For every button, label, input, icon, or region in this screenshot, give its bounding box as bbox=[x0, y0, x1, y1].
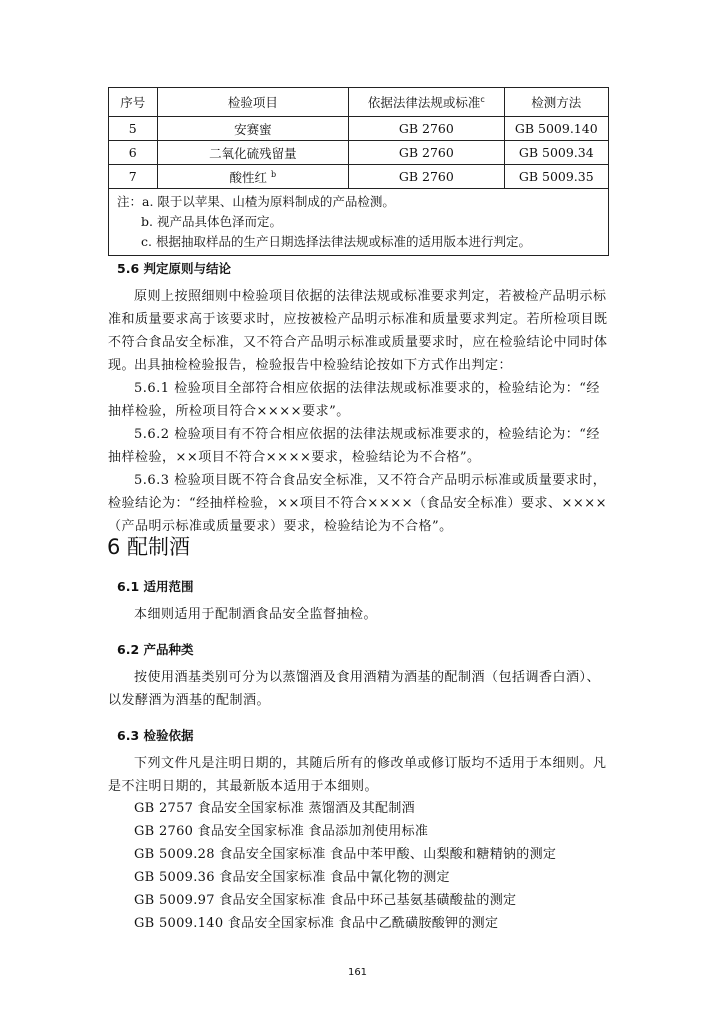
chapter-title: 6 配制酒 bbox=[107, 535, 191, 559]
page-number: 161 bbox=[347, 967, 368, 978]
section-heading-6-2: 6.2 产品种类 bbox=[117, 642, 194, 657]
cell-method: GB 5009.140 bbox=[504, 117, 608, 141]
cell-no: 5 bbox=[109, 117, 158, 141]
cell-standard: GB 2760 bbox=[349, 165, 504, 189]
header-method: 检测方法 bbox=[504, 88, 608, 117]
header-item: 检验项目 bbox=[157, 88, 349, 117]
cell-item: 二氧化硫残留量 bbox=[157, 141, 349, 165]
section-heading-5-6: 5.6 判定原则与结论 bbox=[117, 261, 231, 276]
reference-item: GB 5009.36 食品安全国家标准 食品中氰化物的测定 bbox=[134, 870, 450, 885]
header-no: 序号 bbox=[109, 88, 158, 117]
table-notes bbox=[109, 189, 609, 256]
reference-item: GB 5009.140 食品安全国家标准 食品中乙酰磺胺酸钾的测定 bbox=[134, 916, 499, 931]
inspection-table bbox=[108, 87, 609, 256]
reference-item: GB 5009.97 食品安全国家标准 食品中环己基氨基磺酸盐的测定 bbox=[134, 893, 517, 908]
paragraph-report: 出具抽检检验报告，检验报告中检验结论按如下方式作出判定： bbox=[134, 358, 513, 373]
cell-no: 7 bbox=[109, 165, 158, 189]
table-row bbox=[109, 165, 609, 189]
paragraph-scope: 本细则适用于配制酒食品安全监督抽检。 bbox=[134, 607, 378, 622]
reference-item: GB 2760 食品安全国家标准 食品添加剂使用标准 bbox=[134, 824, 429, 839]
header-standard: 依据法律法规或标准$^c$ bbox=[349, 88, 504, 117]
paragraph-principle: 原则上按照细则中检验项目依据的法律法规或标准要求判定，若被检产品明示标准和质量要求高于该要求时，应按被检产品明示标准和质量要求判定。若所检项目既不符合食品安全标准，又不符合产品明示标准或质量要求时，应在检验结论中同时体现。 bbox=[108, 289, 608, 373]
paragraph-types: 按使用酒基类别可分为以蒸馏酒及食用酒精为酒基的配制酒（包括调香白酒）、以发酵酒为酒基的配制酒。 bbox=[108, 670, 601, 708]
cell-method: GB 5009.35 bbox=[504, 165, 608, 189]
section-heading-6-1: 6.1 适用范围 bbox=[117, 579, 194, 594]
cell-item: 酸性红 $^b$ bbox=[157, 165, 349, 189]
reference-item: GB 2757 食品安全国家标准 蒸馏酒及其配制酒 bbox=[134, 801, 415, 816]
cell-standard: GB 2760 bbox=[349, 141, 504, 165]
cell-no: 6 bbox=[109, 141, 158, 165]
paragraph-5-6-1: 5.6.1 检验项目全部符合相应依据的法律法规或标准要求的，检验结论为：“经抽样检验，所检项目符合××××要求”。 bbox=[108, 381, 600, 419]
paragraph-basis: 下列文件凡是注明日期的，其随后所有的修改单或修订版均不适用于本细则。凡是不注明日期的，其最新版本适用于本细则。 bbox=[108, 756, 607, 794]
note-c: c. 根据抽取样品的生产日期选择法律法规或标准的适用版本进行判定。 bbox=[141, 234, 531, 249]
table-header-row bbox=[109, 88, 609, 117]
table-row bbox=[109, 141, 609, 165]
note-b: b. 视产品具体色泽而定。 bbox=[141, 214, 282, 229]
reference-item: GB 5009.28 食品安全国家标准 食品中苯甲酸、山梨酸和糖精钠的测定 bbox=[134, 847, 557, 862]
paragraph-5-6-2: 5.6.2 检验项目有不符合相应依据的法律法规或标准要求的，检验结论为：“经抽样检验，××项目不符合××××要求，检验结论为不合格”。 bbox=[108, 427, 600, 465]
cell-method: GB 5009.34 bbox=[504, 141, 608, 165]
table-notes-row bbox=[109, 189, 609, 256]
section-heading-6-3: 6.3 检验依据 bbox=[117, 728, 194, 743]
cell-item: 安赛蜜 bbox=[157, 117, 349, 141]
table-row bbox=[109, 117, 609, 141]
cell-standard: GB 2760 bbox=[349, 117, 504, 141]
note-a: 注：a. 限于以苹果、山楂为原料制成的产品检测。 bbox=[117, 194, 395, 209]
paragraph-5-6-3: 5.6.3 检验项目既不符合食品安全标准，又不符合产品明示标准或质量要求时，检验结论为：“经抽样检验，××项目不符合××××（食品安全标准）要求、××××（产品明示标准或质量要求）要求，检验结论为不合格”。 bbox=[108, 473, 608, 534]
